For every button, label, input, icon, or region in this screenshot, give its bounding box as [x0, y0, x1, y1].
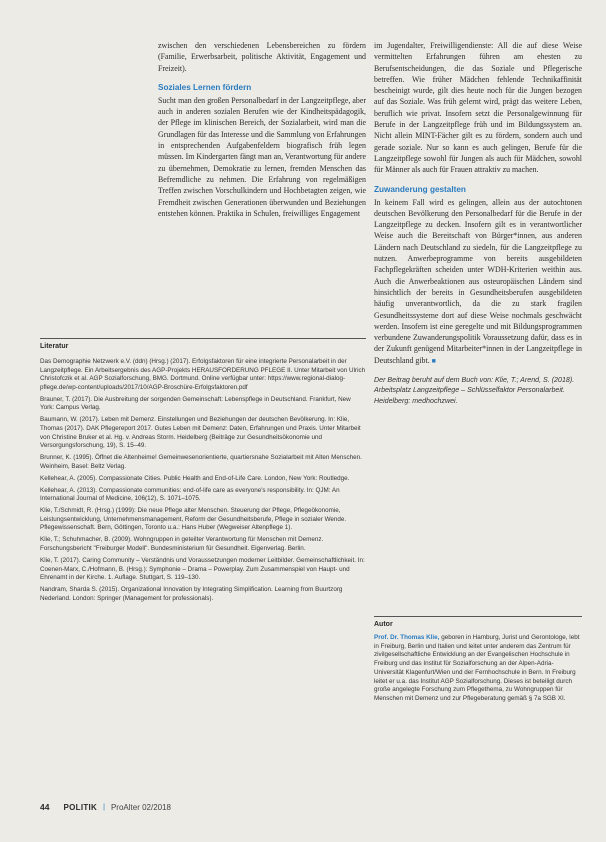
section-heading-soziales-lernen: Soziales Lernen fördern [158, 82, 252, 92]
divider [40, 338, 366, 339]
literature-entry: Nandram, Sharda S. (2015). Organizational Innovation by Integrating Simplification. Learning from Buurtzorg Nederland. London: Springer (Management for professionals). [40, 586, 343, 602]
body-paragraph: im Jugendalter, Freiwilligendienste: All die auf diese Weise vermittelten Erfahrungen führen am ehesten zu Berufsentscheidungen, die das Soziale und Pflegerische betreffen. Wie früher Mädchen fehlende Technikaffinität bescheinigt wurde, gilt dies heute noch für die Jungen bezogen auf das Soziale. Was früh gelernt wird, prägt das weitere Leben, beruflich wie privat. Insofern setzt die Personalgewinnung für Berufe in der Langzeitpflege früh und im Bildungssystem an. Nicht allein MINT-Fächer gilt es zu fördern, sondern auch und gerade soziale. Nur so kann es auch gelingen, Berufe für die Langzeitpflege sowohl für Jungen als auch für Mädchen, sowohl für Männer als auch für Frauen attraktiv zu machen. [374, 41, 582, 175]
section-heading-zuwanderung: Zuwanderung gestalten [374, 184, 466, 194]
author-bio [374, 634, 582, 704]
body-paragraph: zwischen den verschiedenen Lebensbereichen zu fördern (Familie, Erwerbsarbeit, politische Aktivität, Engagement und Freizeit). [158, 41, 366, 73]
section-label: POLITIK [63, 802, 98, 812]
literature-entry: Klie, T. (2017). Caring Community – Verständnis und Voraussetzungen moderner Leitbilder. Gemeinschaftlichkeit. In: Coenen-Marx, C./Hofmann, B. (Hrsg.): Symphonie – Drama – Powerplay. Zum Zusammenspiel von Haupt- und Ehrenamt in der Kirche. 1. Auflage. Stuttgart, S. 119–130. [40, 557, 365, 582]
literature-section [40, 338, 366, 607]
source-note: Der Beitrag beruht auf dem Buch von: Klie, T.; Arend, S. (2018). Arbeitsplatz Langzeitpflege – Schlüsselfaktor Personalarbeit. Heidelberg: medhochzwei. [374, 376, 575, 405]
literature-entry: Kellehear, A. (2005). Compassionate Cities. Public Health and End-of-Life Care. London, New York: Routledge. [40, 474, 350, 482]
literature-heading: Literatur [40, 343, 69, 350]
literature-entry: Kellehear, A. (2013). Compassionate communities: end-of-life care as everyone's responsibility. In: QJM: An International Journal of Medicine, 106(12), S. 1071–1075. [40, 486, 340, 503]
literature-entry: Klie, T.; Schuhmacher, B. (2009). Wohngruppen in geteilter Verantwortung für Menschen mit Demenz. Forschungsbericht "Freiburger Modell". Bundesministerium für Gesundheit. Eigenverlag. Berlin. [40, 536, 324, 553]
body-paragraph [374, 197, 582, 367]
literature-entry: Brunner, K. (1995). Öffnet die Altenheime! Gemeinwesenorientierte, quartiersnahe Sozialarbeit mit Alten Menschen. Weinheim, Basel: Beltz Verlag. [40, 454, 362, 470]
page-number: 44 [40, 802, 50, 812]
literature-entry: Klie, T./Schmidt, R. (Hrsg.) (1999): Die neue Pflege alter Menschen. Steuerung der Pflege, Pflegeökonomie, Leistungsentwicklung, Unternehmensmanagement, Reform der Gesundheitsberufe, Pflege in sozialer Wende. Pflegewissenschaft. Bern, Göttingen, Toronto u.a.: Hans Huber (Wegweiser Altenpflege 1). [40, 507, 347, 532]
divider [374, 616, 582, 617]
text-column-right [374, 40, 582, 406]
paragraph-text: In keinem Fall wird es gelingen, allein aus der autochtonen deutschen Bevölkerung den Personalbedarf für die Berufe in der Langzeitpflege zu decken. Insofern gilt es in verantwortlicher Weise auch die Bereitschaft von Bürger*innen, aus anderen Ländern nach Deutschland zu siedeln, für die Langzeitpflege zu nutzen. Anwerbeprogramme von bereits ausgebildeten Fachpflegekräften scheiden unter WDH-Kriterien weithin aus. Auch die Anwerbeaktionen aus osteuropäischen Ländern sind hinsichtlich der bereits in Gesundheitsberufen ausgebildeten häufig unverantwortlich, da die zu stark fragilen Gesundheitssysteme dort auf diese Weise nochmals geschwächt werden. Insofern ist eine geregelte und mit Bildungsprogrammen verbundene Zuwanderungspolitik Voraussetzung dafür, dass es in der Zukunft genügend Mitarbeiter*innen in der Langzeitpflege in Deutschland gibt. [374, 197, 582, 365]
author-name: Prof. Dr. Thomas Klie, [374, 634, 440, 641]
literature-entry: Das Demographie Netzwerk e.V. (ddn) (Hrsg.) (2017). Erfolgsfaktoren für eine integrierte Personalarbeit in der Langzeitpflege. Ein Arbeitsergebnis des AGP-Projekts HERAUSFORDERUNG PFLEGE II. Unter Mitarbeit von Ulrich Christofczik et al. AGP Sozialforschung, BMG. Dortmund. Online verfügbar unter: https://www.regional-dialog-pflege.de/wp-content/uploads/2017/10/AGP-Broschüre-Erfolgsfaktoren.pdf [40, 358, 366, 391]
author-bio-text: geboren in Hamburg, Jurist und Gerontologe, lebt in Freiburg, Berlin und Italien und leitet unter anderem das Zentrum für zivilgesellschaftliche Entwicklung an der Evangelischen Hochschule in Freiburg und das Institut für Sozialforschung an der Alpen-Adria-Universität Klagenfurt/Wien und der Fernhochschule in Bern. In Freiburg leitet er u.a. das Institut AGP Sozialforschung. Dieses ist beteiligt durch große angelegte Forschung zum Pflegethema, zu Wohngruppen für Menschen mit Demenz und zur Pflegeberatung gemäß § 7a SGB XI. [374, 634, 580, 702]
body-paragraph: Sucht man den großen Personalbedarf in der Langzeitpflege, aber auch in anderen sozialen Berufen wie der Kindheitspädagogik, der Pflege im klinischen Bereich, der Sozialarbeit, wird man die Grundlagen für das Interesse und die Sammlung von Erfahrungen in entsprechenden Aufgabenfeldern biografisch früh legen müssen. Im Kindergarten fängt man an, Verantwortung für andere zu übernehmen, Demokratie zu lernen, fremden Menschen das Befremdliche zu nehmen. Die Erfahrung von regelmäßigen Treffen zwischen Vorschulkindern und Hochbetagten zeigen, wie Fremdheit zwischen Generationen überwunden und Beziehungen entstehen können. Praktika in Schulen, freiwilliges Engagement [158, 95, 366, 218]
article-end-mark: ■ [431, 356, 436, 365]
literature-entry: Brauner, T. (2017). Die Ausbreitung der sorgenden Gemeinschaft: Lebenspflege in Deutschland. Frankfurt, New York: Campus Verlag. [40, 395, 351, 412]
text-column-left [158, 40, 366, 219]
footer-separator: | [103, 803, 105, 811]
magazine-issue: ProAlter 02/2018 [110, 802, 171, 812]
author-box [374, 616, 582, 704]
literature-entry: Baumann, W. (2017). Leben mit Demenz. Einstellungen und Beziehungen der deutschen Bevölkerung. In: Klie, Thomas (2017). DAK Pflegereport 2017. Gutes Leben mit Demenz: Daten, Erfahrungen und Praxis. Unter Mitarbeit von Christine Bruker et al. Hg. v. Andreas Storm. Heidelberg (Beiträge zur Gesundheitsökonomie und Versorgungsforschung, 19), S. 15–49. [40, 416, 361, 450]
author-heading: Autor [374, 621, 393, 628]
page-footer [40, 800, 171, 814]
